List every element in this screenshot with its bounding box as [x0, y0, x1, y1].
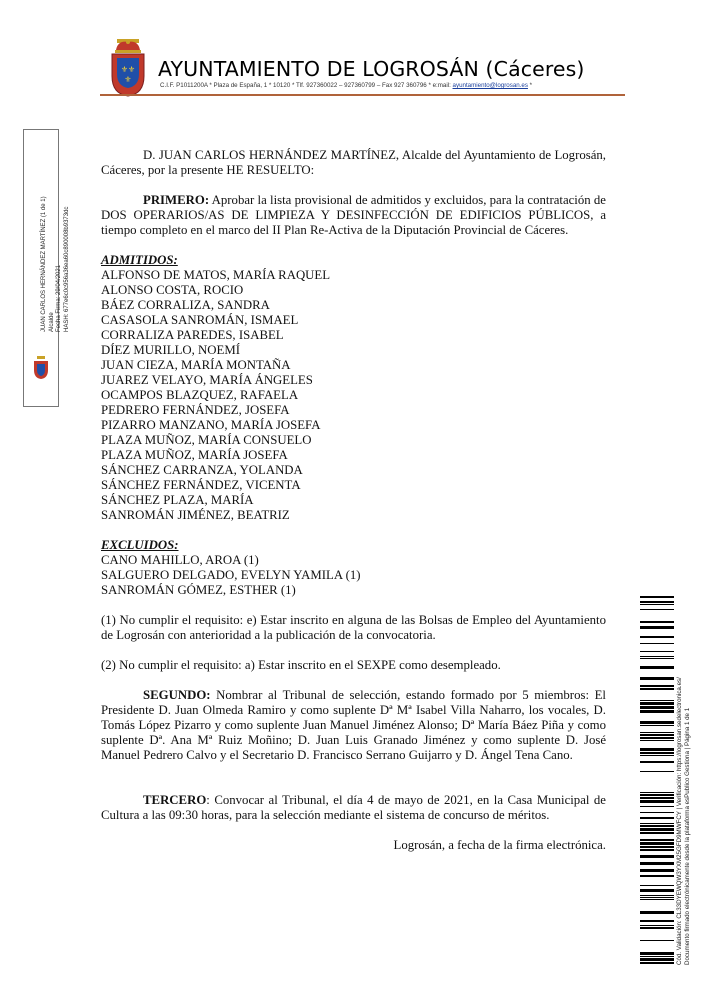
- barcode: [640, 596, 674, 966]
- list-item: SÁNCHEZ PLAZA, MARÍA: [101, 493, 254, 507]
- list-item: PEDRERO FERNÁNDEZ, JOSEFA: [101, 403, 290, 417]
- segundo-text: Nombrar al Tribunal de selección, estando formado por 5 miembros: El Presidente D. Juan Olmeda Ramiro y como suplente Dª Mª Isabel Villa Naharro, los vocales, D. Tomás López Pizarro y como suplente Juan Manuel Jiménez Alonso; Dª María Báez Piña y como suplente Dª. Ana Mª Ruiz Moñino; D. Juan Luis Granado Jiménez y como suplente D. José Manuel Pedrero Calvo y el Secretario D. Francisco Serrano Guijarro y D. Ángel Tena Cano.: [101, 688, 606, 762]
- address-end: *: [527, 82, 533, 89]
- svg-text:⚜⚜: ⚜⚜: [120, 65, 136, 74]
- list-item: SANROMÁN JIMÉNEZ, BEATRIZ: [101, 508, 290, 522]
- closing-line: Logrosán, a fecha de la firma electrónica.: [393, 838, 606, 852]
- tercero-paragraph: [101, 793, 606, 823]
- list-item: PLAZA MUÑOZ, MARÍA JOSEFA: [101, 448, 288, 462]
- segundo-paragraph: [101, 688, 606, 763]
- admitidos-heading: ADMITIDOS:: [101, 253, 178, 267]
- admitidos-list: [101, 268, 606, 523]
- excluidos-list: [101, 553, 606, 598]
- tercero-label: TERCERO: [143, 793, 207, 807]
- note-1: (1) No cumplir el requisito: e) Estar inscrito en alguna de las Bolsas de Empleo del Ayuntamiento de Logrosán con anterioridad a la publicación de la convocatoria.: [101, 613, 606, 642]
- letterhead: [108, 38, 628, 100]
- note-2: (2) No cumplir el requisito: a) Estar inscrito en el SEXPE como desempleado.: [101, 658, 501, 672]
- list-item: SANROMÁN GÓMEZ, ESTHER (1): [101, 583, 296, 597]
- coat-of-arms-logo: [108, 38, 148, 98]
- verification-platform: Documento firmado electrónicamente desde la plataforma esPublico Gestiona | Página 1 de 1: [683, 707, 691, 965]
- signer-name: JUAN CARLOS HERNÁNDEZ MARTÍNEZ (1 de 1): [41, 196, 47, 332]
- signature-text: [41, 152, 71, 332]
- verification-code: Cód. Validación: CL33DYEWQW3YXM25GFD9MWFCY | Verificación: https://logrosan.sedelectronica.es/: [676, 677, 683, 965]
- list-item: SALGUERO DELGADO, EVELYN YAMILA (1): [101, 568, 361, 582]
- segundo-label: SEGUNDO:: [143, 688, 211, 702]
- signature-hash: HASH: 677e6c0c956a36ea60c890008b9373dc: [63, 206, 70, 332]
- header-divider: [100, 94, 625, 96]
- list-item: DÍEZ MURILLO, NOEMÍ: [101, 343, 240, 357]
- signature-date: Fecha Firma: 29/04/2021: [56, 264, 62, 332]
- signer-role: Alcalde: [48, 312, 55, 332]
- list-item: JUAN CIEZA, MARÍA MONTAÑA: [101, 358, 291, 372]
- list-item: CASASOLA SANROMÁN, ISMAEL: [101, 313, 299, 327]
- primero-text: Aprobar la lista provisional de admitidos y excluidos, para la contratación de DOS OPERARIOS/AS DE LIMPIEZA Y DESINFECCIÓN DE EDIFICIOS PÚBLICOS, a tiempo completo en el marco del II Plan Re-Activa de la Diputación Provincial de Cáceres.: [101, 193, 606, 237]
- list-item: PLAZA MUÑOZ, MARÍA CONSUELO: [101, 433, 312, 447]
- list-item: OCAMPOS BLAZQUEZ, RAFAELA: [101, 388, 299, 402]
- email-link[interactable]: ayuntamiento@logrosan.es: [452, 82, 528, 89]
- page-title: AYUNTAMIENTO DE LOGROSÁN (Cáceres): [158, 57, 585, 81]
- list-item: SÁNCHEZ FERNÁNDEZ, VICENTA: [101, 478, 301, 492]
- svg-text:⚜: ⚜: [124, 75, 132, 84]
- small-coat-of-arms-icon: [33, 356, 49, 380]
- address-text: C.I.F. P1011200A * Plaza de España, 1 * 10120 * Tlf. 927360022 – 927360799 – Fax 927 360796 * e:mail:: [160, 82, 453, 89]
- document-body: [101, 148, 606, 853]
- primero-label: PRIMERO:: [143, 193, 210, 207]
- verification-text: [676, 677, 691, 965]
- list-item: CANO MAHILLO, AROA (1): [101, 553, 259, 567]
- signature-box: [23, 129, 70, 407]
- tercero-text: : Convocar al Tribunal, el día 4 de mayo de 2021, en la Casa Municipal de Cultura a las 09:30 horas, para la selección mediante el sistema de concurso de méritos.: [101, 793, 606, 822]
- list-item: PIZARRO MANZANO, MARÍA JOSEFA: [101, 418, 321, 432]
- list-item: ALFONSO DE MATOS, MARÍA RAQUEL: [101, 268, 331, 282]
- intro-paragraph: D. JUAN CARLOS HERNÁNDEZ MARTÍNEZ, Alcalde del Ayuntamiento de Logrosán, Cáceres, por la presente HE RESUELTO:: [101, 148, 606, 177]
- list-item: BÁEZ CORRALIZA, SANDRA: [101, 298, 270, 312]
- list-item: JUAREZ VELAYO, MARÍA ÁNGELES: [101, 373, 313, 387]
- list-item: ALONSO COSTA, ROCIO: [101, 283, 244, 297]
- excluidos-heading: EXCLUIDOS:: [101, 538, 179, 552]
- primero-paragraph: [101, 193, 606, 238]
- list-item: CORRALIZA PAREDES, ISABEL: [101, 328, 284, 342]
- contact-line: [160, 82, 532, 89]
- list-item: SÁNCHEZ CARRANZA, YOLANDA: [101, 463, 303, 477]
